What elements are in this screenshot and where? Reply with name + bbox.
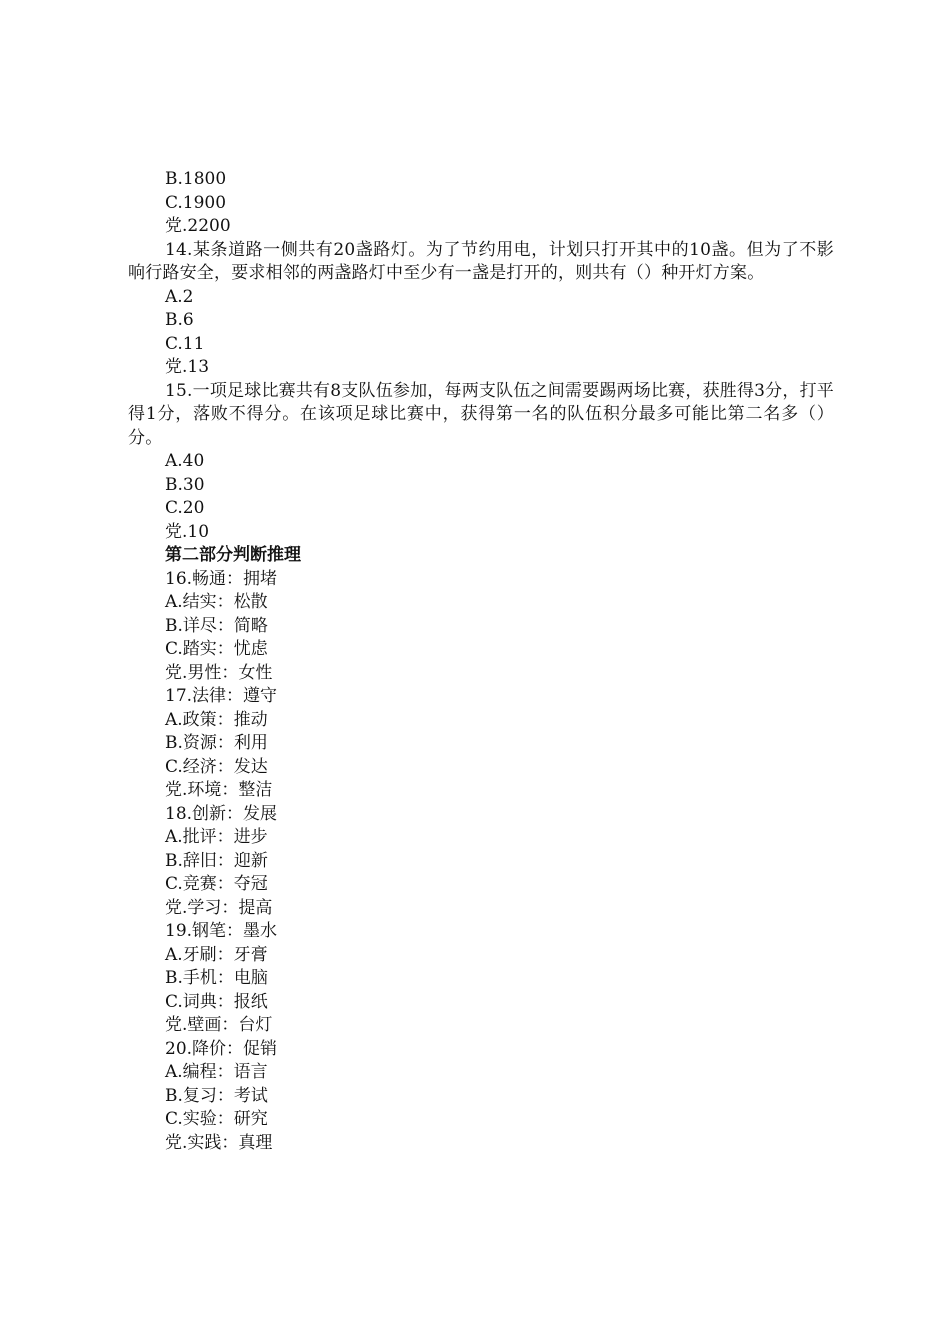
q17-option-d: 党.环境：整洁 — [165, 780, 273, 800]
q14-option-d: 党.13 — [165, 357, 210, 377]
q18-option-a: A.批评：进步 — [165, 827, 268, 847]
q16-option-a: A.结实：松散 — [165, 592, 268, 612]
q19-option-c: C.词典：报纸 — [165, 991, 268, 1012]
q20-option-a: A.编程：语言 — [165, 1062, 268, 1082]
q17-option-b: B.资源：利用 — [165, 733, 268, 753]
q15-option-c: C.20 — [165, 498, 205, 518]
q14-option-b: B.6 — [165, 310, 194, 330]
q16-stem: 16.畅通：拥堵 — [165, 568, 278, 589]
q20-option-c: C.实验：研究 — [165, 1109, 268, 1129]
q14-option-a: A.2 — [165, 286, 194, 307]
document-content — [128, 168, 834, 1155]
q19-option-d: 党.壁画：台灯 — [165, 1015, 273, 1035]
q20-stem: 20.降价：促销 — [165, 1038, 278, 1059]
q13-option-d: 党.2200 — [165, 216, 231, 236]
q13-option-b: B.1800 — [165, 169, 227, 189]
q14-stem: 14.某条道路一侧共有20盏路灯。为了节约用电，计划只打开其中的10盏。但为了不影响行路安全，要求相邻的两盏路灯中至少有一盏是打开的，则共有（）种开灯方案。 — [128, 239, 834, 283]
q17-stem: 17.法律：遵守 — [165, 686, 278, 706]
q17-option-a: A.政策：推动 — [165, 709, 268, 730]
q20-option-b: B.复习：考试 — [165, 1085, 268, 1106]
q13-option-c: C.1900 — [165, 192, 227, 213]
q18-stem: 18.创新：发展 — [165, 803, 278, 824]
q14-option-c: C.11 — [165, 333, 205, 354]
q15-option-d: 党.10 — [165, 521, 210, 542]
q17-option-c: C.经济：发达 — [165, 756, 268, 777]
q20-option-d: 党.实践：真理 — [165, 1132, 273, 1153]
q18-option-c: C.竞赛：夺冠 — [165, 874, 268, 894]
q18-option-d: 党.学习：提高 — [165, 897, 273, 918]
q16-option-c: C.踏实：忧虑 — [165, 639, 268, 659]
q16-option-b: B.详尽：简略 — [165, 615, 268, 636]
q16-option-d: 党.男性：女性 — [165, 662, 273, 683]
q19-option-a: A.牙刷：牙膏 — [165, 944, 268, 965]
q15-option-a: A.40 — [165, 451, 205, 471]
q19-stem: 19.钢笔：墨水 — [165, 921, 278, 941]
q18-option-b: B.辞旧：迎新 — [165, 850, 268, 871]
q19-option-b: B.手机：电脑 — [165, 968, 268, 988]
section-heading: 第二部分判断推理 — [165, 545, 301, 565]
q15-option-b: B.30 — [165, 474, 205, 495]
q15-stem: 15.一项足球比赛共有8支队伍参加，每两支队伍之间需要踢两场比赛，获胜得3分，打平得1分，落败不得分。在该项足球比赛中，获得第一名的队伍积分最多可能比第二名多（）分。 — [128, 380, 834, 448]
